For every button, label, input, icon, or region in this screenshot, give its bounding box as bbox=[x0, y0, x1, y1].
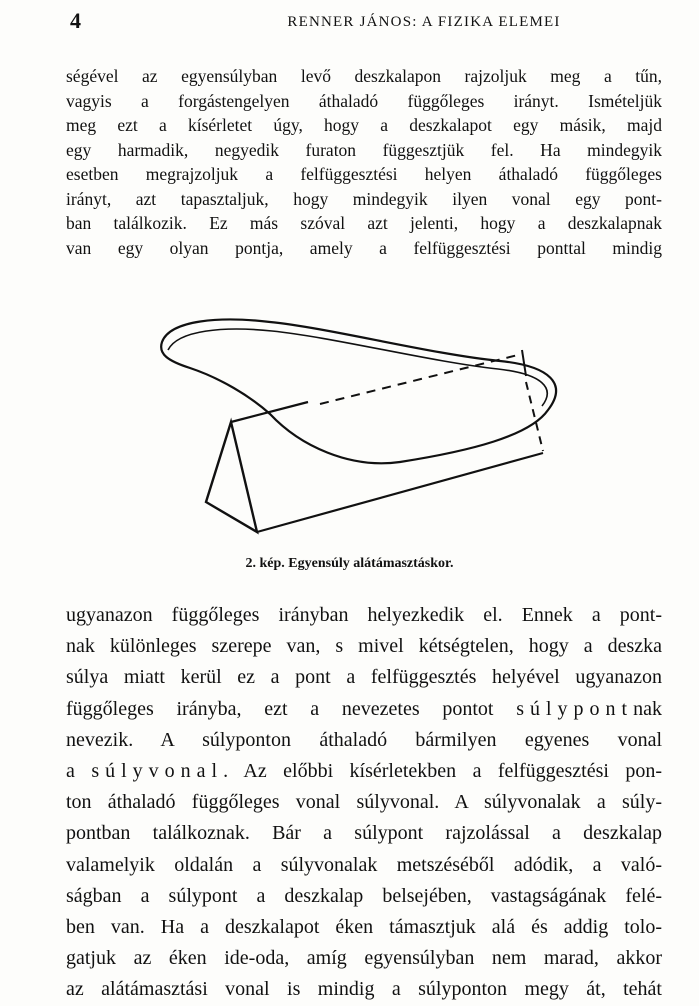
wedge-back-edge bbox=[522, 350, 526, 376]
text-line bbox=[66, 694, 662, 725]
text-fragment: a bbox=[66, 760, 75, 783]
paragraph-2 bbox=[66, 600, 662, 1006]
text-line: irányt, azt tapasztaljuk, hogy mindegyik ilyen vonal egy pont- bbox=[66, 188, 662, 209]
page-number: 4 bbox=[70, 8, 81, 33]
text-line: van egy olyan pontja, amely a felfüggesztési ponttal mindig bbox=[66, 237, 662, 258]
balance-figure bbox=[150, 306, 570, 546]
text-line: meg ezt a kísérletet úgy, hogy a deszkalapot egy másik, majd bbox=[66, 115, 662, 135]
paragraph-1 bbox=[66, 64, 662, 260]
emphasized-term: súlypont bbox=[516, 697, 634, 720]
text-line: pontban találkoznak. Bár a súlypont rajzolással a deszkalap bbox=[66, 822, 662, 845]
text-line: ban találkozik. Ez más szóval azt jelenti, hogy a deszkalapnak bbox=[66, 213, 662, 233]
board-on-wedge-illustration bbox=[150, 306, 570, 546]
emphasized-term: súlyvonal bbox=[91, 760, 224, 783]
wedge-top-edge bbox=[231, 402, 308, 422]
text-line: ságban a súlypont a deszkalap belsejében, vastagságának felé- bbox=[66, 884, 662, 907]
text-line: ugyanazon függőleges irányban helyezkedik el. Ennek a pont- bbox=[66, 604, 662, 626]
text-line: egy harmadik, negyedik furaton függesztjük fel. Ha mindegyik bbox=[66, 139, 662, 160]
text-line bbox=[66, 756, 662, 787]
wedge-front-face bbox=[206, 422, 257, 532]
text-line: vagyis a forgástengelyen áthaladó függőleges irányt. Ismételjük bbox=[66, 90, 662, 111]
text-line: esetben megrajzoljuk a felfüggesztési helyen áthaladó függőleges bbox=[66, 164, 662, 184]
text-fragment: nak bbox=[633, 697, 663, 720]
text-line: ségével az egyensúlyban levő deszkalapon rajzoljuk meg a tűn, bbox=[66, 66, 662, 86]
hidden-ridge-line bbox=[320, 354, 522, 404]
figure-caption: 2. kép. Egyensúly alátámasztáskor. bbox=[245, 556, 454, 571]
text-line: gatjuk az éken ide-oda, amíg egyensúlyban nem marad, akkor bbox=[66, 947, 662, 970]
wedge-bottom-edge bbox=[257, 453, 543, 532]
hidden-back-edge bbox=[526, 382, 543, 451]
text-line: nak különleges szerepe van, s mivel kétségtelen, hogy a deszka bbox=[66, 635, 662, 658]
text-line: valamelyik oldalán a súlyvonalak metszéséből adódik, a való- bbox=[66, 853, 662, 876]
text-line: ben van. Ha a deszkalapot éken támasztjuk alá és addig tolo- bbox=[66, 916, 662, 939]
text-line: súlya miatt kerül ez a pont a felfüggesztés helyével ugyanazon bbox=[66, 666, 662, 689]
text-line: az alátámasztási vonal is mindig a súlyponton megy át, tehát bbox=[66, 978, 662, 1001]
text-fragment: függőleges irányba, ezt a nevezetes pontot bbox=[66, 697, 494, 720]
page-header bbox=[66, 8, 662, 44]
text-line: ton áthaladó függőleges vonal súlyvonal. A súlyvonalak a súly- bbox=[66, 791, 662, 814]
text-line: nevezik. A súlyponton áthaladó bármilyen egyenes vonal bbox=[66, 728, 662, 751]
running-title: RENNER JÁNOS: A FIZIKA ELEMEI bbox=[287, 14, 561, 30]
board-outline bbox=[161, 319, 556, 463]
text-fragment: . Az előbbi kísérletekben a felfüggesztési pon- bbox=[223, 760, 663, 783]
